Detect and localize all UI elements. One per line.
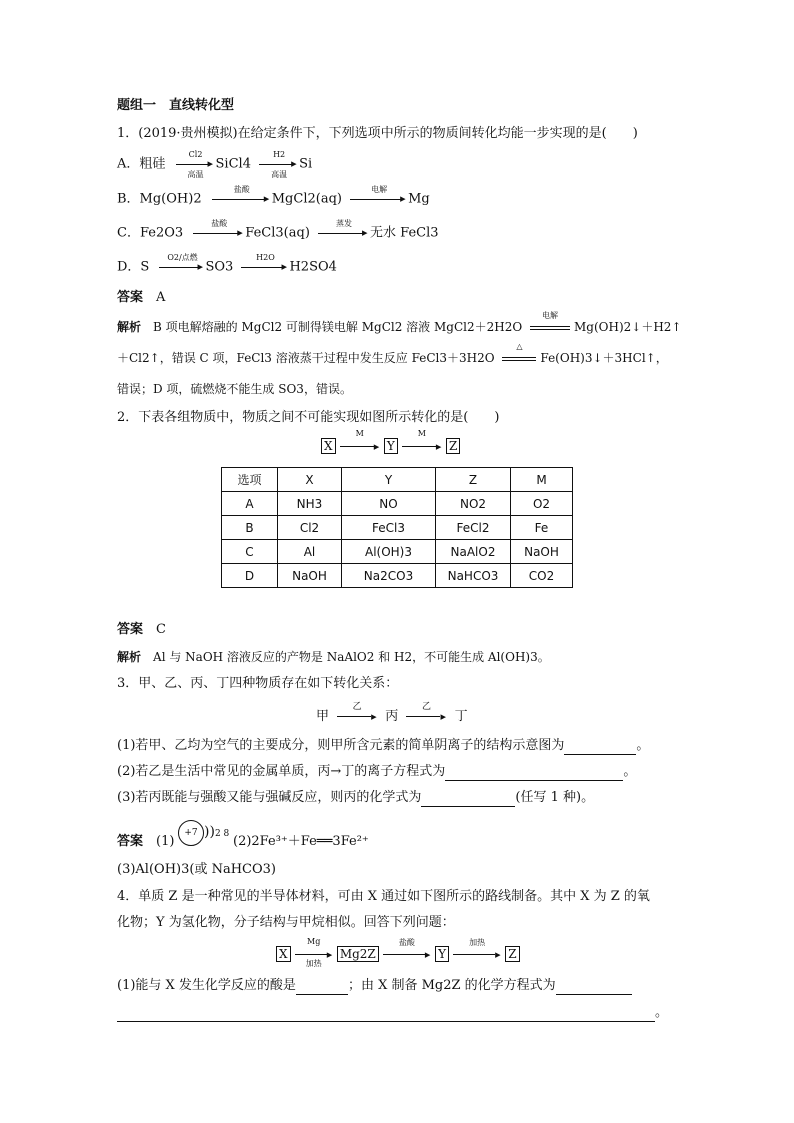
q3-part-3: (3)若丙既能与强酸又能与强碱反应，则丙的化学式为 (任写 1 种)。 — [117, 790, 595, 805]
arrow-a1: Cl2 ▸ 高温 — [176, 155, 216, 174]
q4-arrow-3: 加热 ▸ — [453, 947, 501, 962]
q1-option-c: C．Fe2O3 盐酸 ▸ FeCl3(aq) 蒸发 ▸ 无水 FeCl3 — [117, 219, 439, 241]
arrow-a2: H2 ▸ 高温 — [259, 155, 299, 174]
q2-arrow-1: M ▸ — [340, 439, 380, 454]
q2-box-z: Z — [446, 438, 460, 454]
q2-answer: 答案 C — [117, 622, 166, 637]
q1-option-d: D．S O2/点燃 ▸ SO3 H2O ▸ H2SO4 — [117, 253, 337, 275]
q2-box-x: X — [321, 438, 336, 454]
q4-part-1-line2: 。 — [117, 1004, 668, 1022]
q3-arrow-2: 乙 ▸ — [406, 709, 446, 724]
q3-arrow-1: 乙 ▸ — [337, 709, 377, 724]
q2-stem: 2．下表各组物质中，物质之间不可能实现如图所示转化的是( ) — [117, 410, 500, 425]
q3-diagram: 甲 乙 ▸ 丙 乙 ▸ 丁 — [316, 702, 468, 724]
arrow-c2: 蒸发 ▸ — [318, 224, 370, 243]
q4-box-z: Z — [505, 946, 519, 962]
q4-stem-2: 化物；Y 为氢化物，分子结构与甲烷相似。回答下列问题： — [117, 915, 455, 930]
atom-structure-icon: +7 — [178, 820, 204, 846]
q3-stem: 3．甲、乙、丙、丁四种物质存在如下转化关系： — [117, 676, 399, 691]
q4-box-y: Y — [435, 946, 449, 962]
q4-diagram — [276, 937, 520, 968]
q2-box-y: Y — [384, 438, 398, 454]
q2-diagram — [321, 429, 460, 454]
q1-stem: 1．(2019·贵州模拟)在给定条件下，下列选项中所示的物质间转化均能一步实现的是( ) — [117, 126, 638, 141]
atom-shells: ))2 8 — [204, 824, 230, 840]
table-header-row: 选项 X Y Z M — [222, 468, 573, 492]
q1-option-a: A．粗硅 Cl2 ▸ 高温 SiCl4 H2 ▸ 高温 Si — [117, 150, 313, 179]
arrow-d2: H2O ▸ — [241, 258, 289, 277]
arrow-c1: 盐酸 ▸ — [193, 224, 245, 243]
table-row: D NaOH Na2CO3 NaHCO3 CO2 — [222, 564, 573, 588]
q4-part-1: (1)能与 X 发生化学反应的酸是 ；由 X 制备 Mg2Z 的化学方程式为 — [117, 977, 632, 995]
eq-cond-electrolysis: 电解 — [530, 318, 570, 336]
arrow-b2: 电解 ▸ — [350, 190, 408, 209]
q1-analysis-line3: 错误；D 项，硫燃烧不能生成 SO3，错误。 — [117, 382, 352, 396]
q4-stem-1: 4．单质 Z 是一种常见的半导体材料，可由 X 通过如下图所示的路线制备。其中 X 为 Z 的氧 — [117, 889, 650, 904]
q3-part-1: (1)若甲、乙均为空气的主要成分，则甲所含元素的简单阴离子的结构示意图为 。 — [117, 738, 650, 753]
arrow-d1: O2/点燃 ▸ — [159, 258, 205, 277]
q4-box-mg2z: Mg2Z — [337, 946, 379, 962]
q4-box-x: X — [276, 946, 291, 962]
q1-analysis-line1: 解析 B 项电解熔融的 MgCl2 可制得镁电解 MgCl2 溶液 MgCl2＋2H2O 电解 Mg(OH)2↓＋H2↑ — [117, 311, 682, 334]
q1-answer: 答案 A — [117, 290, 166, 305]
q2-arrow-2: M ▸ — [402, 439, 442, 454]
q3-answer-3: (3)Al(OH)3(或 NaHCO3) — [117, 862, 276, 877]
table-row: A NH3 NO NO2 O2 — [222, 492, 573, 516]
q1-option-b: B．Mg(OH)2 盐酸 ▸ MgCl2(aq) 电解 ▸ Mg — [117, 185, 430, 207]
q2-analysis: 解析 Al 与 NaOH 溶液反应的产物是 NaAlO2 和 H2，不可能生成 Al(OH)3。 — [117, 650, 550, 664]
q3-part-2: (2)若乙是生活中常见的金属单质，丙→丁的离子方程式为 。 — [117, 764, 637, 779]
q1-analysis-line2: ＋Cl2↑，错误 C 项，FeCl3 溶液蒸干过程中发生反应 FeCl3＋3H2O △ Fe(OH)3↓＋3HCl↑， — [117, 342, 668, 365]
eq-cond-heat: △ — [502, 349, 536, 367]
q4-arrow-2: 盐酸 ▸ — [383, 947, 431, 962]
section-title: 题组一 直线转化型 — [117, 98, 235, 113]
q4-arrow-1: Mg ▸ 加热 — [295, 947, 333, 962]
table-row: B Cl2 FeCl3 FeCl2 Fe — [222, 516, 573, 540]
table-row: C Al Al(OH)3 NaAlO2 NaOH — [222, 540, 573, 564]
arrow-b1: 盐酸 ▸ — [212, 190, 272, 209]
q3-answer: 答案 (1) — [117, 834, 175, 849]
q2-table — [221, 467, 573, 588]
q3-answer-2: (2)2Fe³⁺＋Fe══3Fe²⁺ — [233, 834, 369, 849]
